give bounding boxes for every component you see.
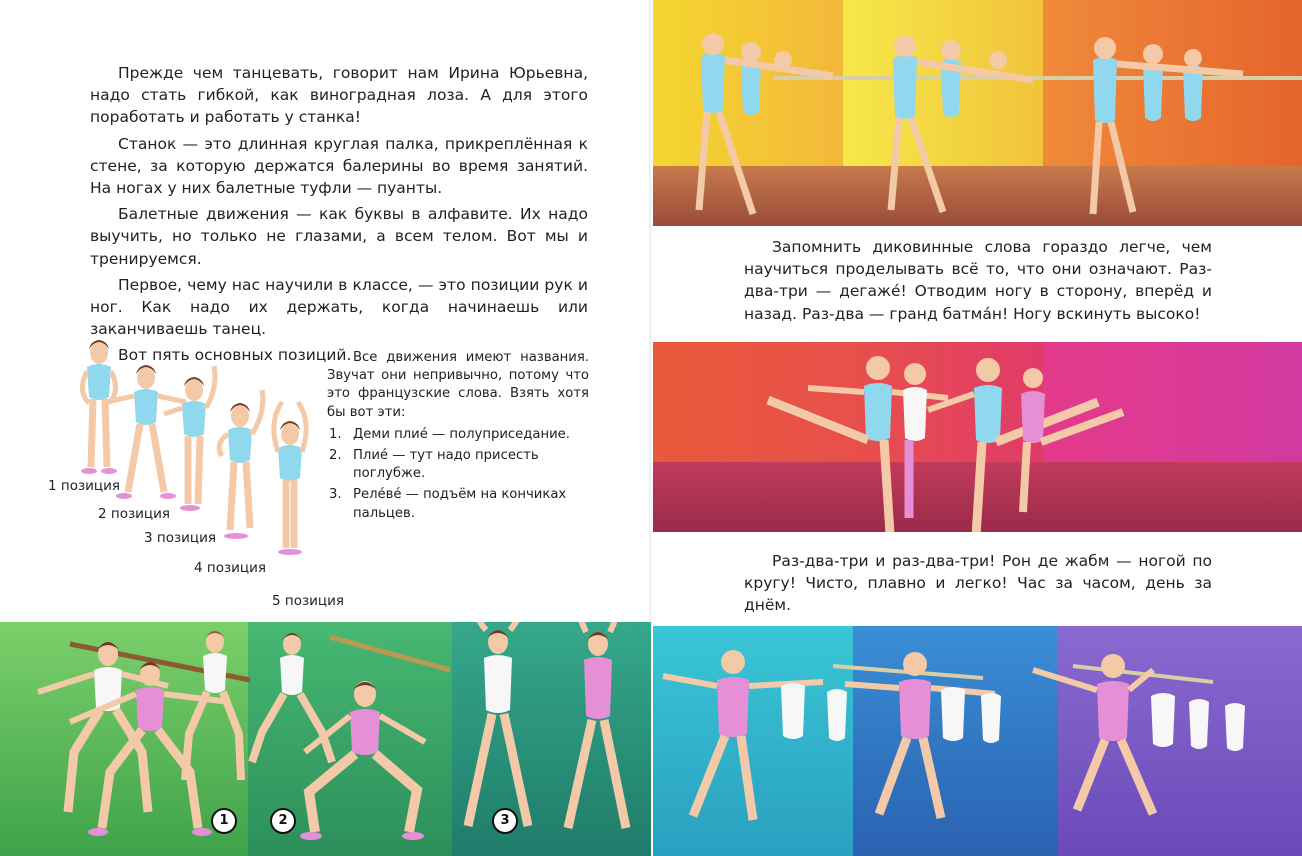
degage-dancers: [653, 0, 1302, 226]
position-5-dancer: [274, 402, 306, 555]
step-number-3: 3: [492, 808, 518, 834]
position-label-1: 1 позиция: [48, 478, 121, 494]
list-text: Деми плие́ — полуприседание.: [353, 426, 570, 442]
paragraph: Первое, чему нас научили в классе, — это позиции рук и ног. Как надо их держать, когда начинаешь или заканчиваешь танец.: [90, 275, 588, 339]
step-number-1: 1: [211, 808, 237, 834]
grand-battement-dancers: [653, 342, 1302, 532]
right-paragraph-1: [744, 236, 1212, 325]
movement-list: [327, 426, 589, 523]
list-number: 3.: [329, 487, 342, 503]
position-label-5: 5 позиция: [272, 593, 345, 609]
list-item: [327, 426, 589, 444]
list-text: Плие́ — тут надо присесть поглубже.: [353, 448, 539, 482]
right-paragraph-2: [744, 550, 1212, 617]
right-top-illustration: [653, 0, 1302, 226]
paragraph: Вот пять основных позиций.: [118, 346, 352, 365]
paragraph: Запомнить диковинные слова гораздо легче, чем научиться проделывать всё то, что они означают. Раз-два-три — дегаже́! Отводим ногу в сторону, вперёд и назад. Раз-два — гранд батма́н! Ногу вскинуть высоко!: [744, 238, 1212, 323]
position-label-4: 4 позиция: [194, 560, 267, 576]
step-number-2: 2: [270, 808, 296, 834]
paragraph: Балетные движения — как буквы в алфавите. Их надо выучить, но только не глазами, а всем телом. Вот мы и тренируемся.: [90, 205, 588, 268]
right-bottom-illustration: [653, 626, 1302, 856]
position-3-dancer: [164, 366, 215, 511]
paragraph: Прежде чем танцевать, говорит нам Ирина Юрьевна, надо стать гибкой, как виноградная лоза. А для этого поработать и работать у станка!: [90, 64, 588, 127]
list-number: 2.: [329, 448, 342, 464]
position-4-dancer: [219, 390, 263, 539]
left-bottom-illustration: [0, 622, 651, 856]
names-intro: Все движения имеют названия. Звучат они непривычно, потому что это французские слова. Взять хотя бы вот эти:: [327, 350, 589, 420]
left-main-text: [90, 62, 588, 367]
list-text: Реле́ве́ — подъём на кончиках пальцев.: [353, 487, 567, 521]
paragraph: Станок — это длинная круглая палка, прикреплённая к стене, за которую держатся балерины во время занятий. На ногах у них балетные туфли — пуанты.: [90, 134, 588, 198]
list-item: [327, 447, 589, 483]
right-middle-illustration: [653, 342, 1302, 532]
position-1-dancer: [81, 340, 117, 474]
position-label-2: 2 позиция: [98, 506, 171, 522]
paragraph: Раз-два-три и раз-два-три! Рон де жабм — ногой по кругу! Чисто, плавно и легко! Час за часом, день за днём.: [744, 552, 1212, 615]
rond-de-jambe-dancers: [653, 626, 1302, 856]
list-number: 1.: [329, 426, 342, 442]
position-label-3: 3 позиция: [144, 530, 217, 546]
five-positions-illustration: [44, 336, 334, 596]
plie-dancers: [0, 622, 651, 856]
list-item: [327, 486, 589, 522]
movement-names-note: [327, 349, 589, 526]
